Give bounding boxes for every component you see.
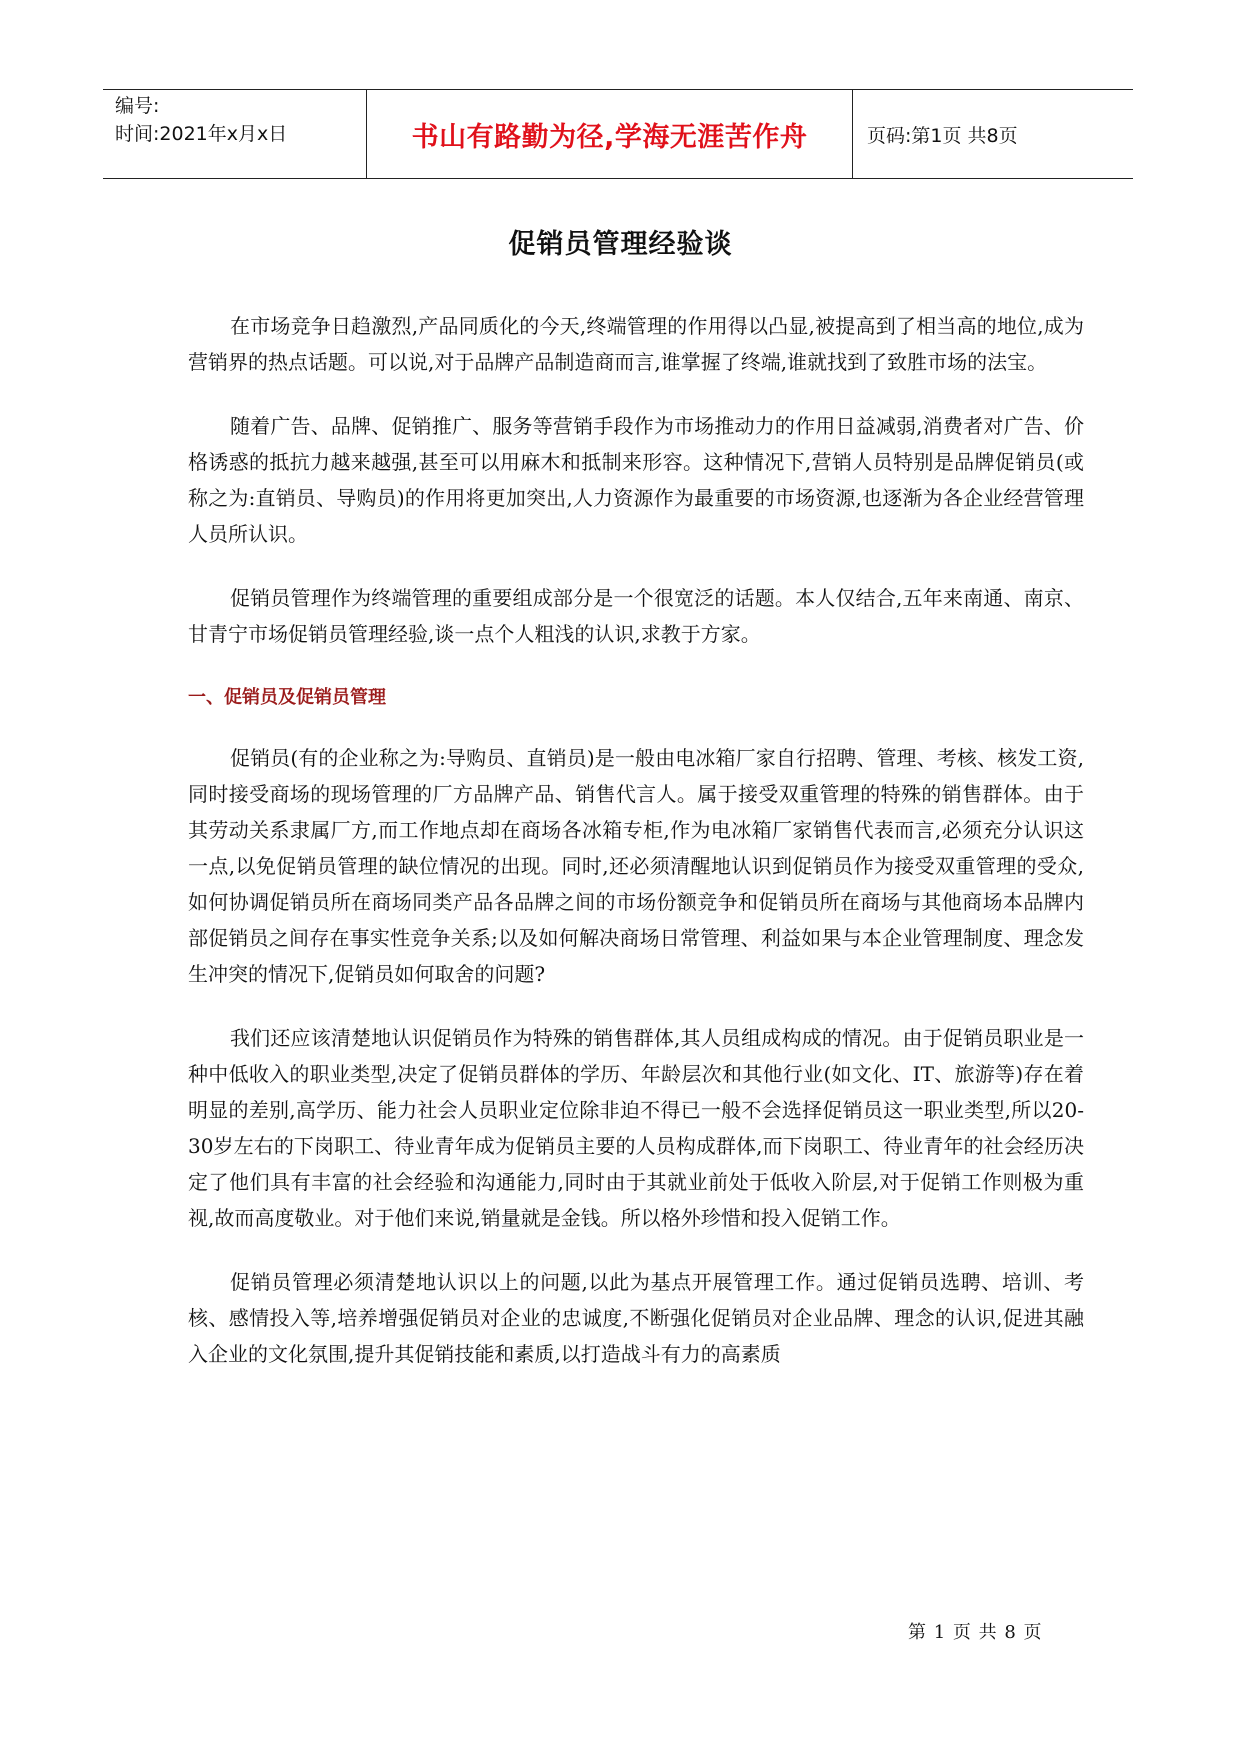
document-body [188, 308, 1084, 1400]
document-header [103, 89, 1133, 179]
code-label: 编号: [115, 95, 160, 117]
document-title: 促销员管理经验谈 [508, 229, 733, 260]
header-meta [103, 90, 367, 178]
header-page-info: 页码:第1页 共8页 [867, 124, 1018, 147]
paragraph-intro: 在市场竞争日趋激烈,产品同质化的今天,终端管理的作用得以凸显,被提高到了相当高的地位,成为营销界的热点话题。可以说,对于品牌产品制造商而言,谁掌握了终端,谁就找到了致胜市场的法宝。 [188, 314, 1084, 374]
time-label: 时间:2021年x月x日 [115, 123, 288, 145]
page-footer: 第 1 页 共 8 页 [908, 1622, 1043, 1643]
paragraph-composition: 我们还应该清楚地认识促销员作为特殊的销售群体,其人员组成构成的情况。由于促销员职业是一种中低收入的职业类型,决定了促销员群体的学历、年龄层次和其他行业(如文化、IT、旅游等)存在着明显的差别,高学历、能力社会人员职业定位除非迫不得已一般不会选择促销员这一职业类型,所以20-30岁左右的下岗职工、待业青年成为促销员主要的人员构成群体,而下岗职工、待业青年的社会经历决定了他们具有丰富的社会经验和沟通能力,同时由于其就业前处于低收入阶层,对于促销工作则极为重视,故而高度敬业。对于他们来说,销量就是金钱。所以格外珍惜和投入促销工作。 [188, 1026, 1084, 1230]
paragraph-management: 促销员管理必须清楚地认识以上的问题,以此为基点开展管理工作。通过促销员选聘、培训、考核、感情投入等,培养增强促销员对企业的忠诚度,不断强化促销员对企业品牌、理念的认识,促进其融入企业的文化氛围,提升其促销技能和素质,以打造战斗有力的高素质 [188, 1270, 1084, 1366]
paragraph-definition: 促销员(有的企业称之为:导购员、直销员)是一般由电冰箱厂家自行招聘、管理、考核、核发工资,同时接受商场的现场管理的厂方品牌产品、销售代言人。属于接受双重管理的特殊的销售群体。由于其劳动关系隶属厂方,而工作地点却在商场各冰箱专柜,作为电冰箱厂家销售代表而言,必须充分认识这一点,以免促销员管理的缺位情况的出现。同时,还必须清醒地认识到促销员作为接受双重管理的受众,如何协调促销员所在商场同类产品各品牌之间的市场份额竞争和促销员所在商场与其他商场本品牌内部促销员之间存在事实性竞争关系;以及如何解决商场日常管理、利益如果与本企业管理制度、理念发生冲突的情况下,促销员如何取舍的问题? [188, 746, 1084, 986]
paragraph-background: 随着广告、品牌、促销推广、服务等营销手段作为市场推动力的作用日益减弱,消费者对广告、价格诱惑的抵抗力越来越强,甚至可以用麻木和抵制来形容。这种情况下,营销人员特别是品牌促销员(或称之为:直销员、导购员)的作用将更加突出,人力资源作为最重要的市场资源,也逐渐为各企业经营管理人员所认识。 [188, 414, 1084, 546]
paragraph-scope: 促销员管理作为终端管理的重要组成部分是一个很宽泛的话题。本人仅结合,五年来南通、南京、甘青宁市场促销员管理经验,谈一点个人粗浅的认识,求教于方家。 [188, 586, 1084, 646]
section-heading-1: 一、促销员及促销员管理 [188, 687, 386, 708]
header-motto: 书山有路勤为径,学海无涯苦作舟 [367, 90, 853, 178]
